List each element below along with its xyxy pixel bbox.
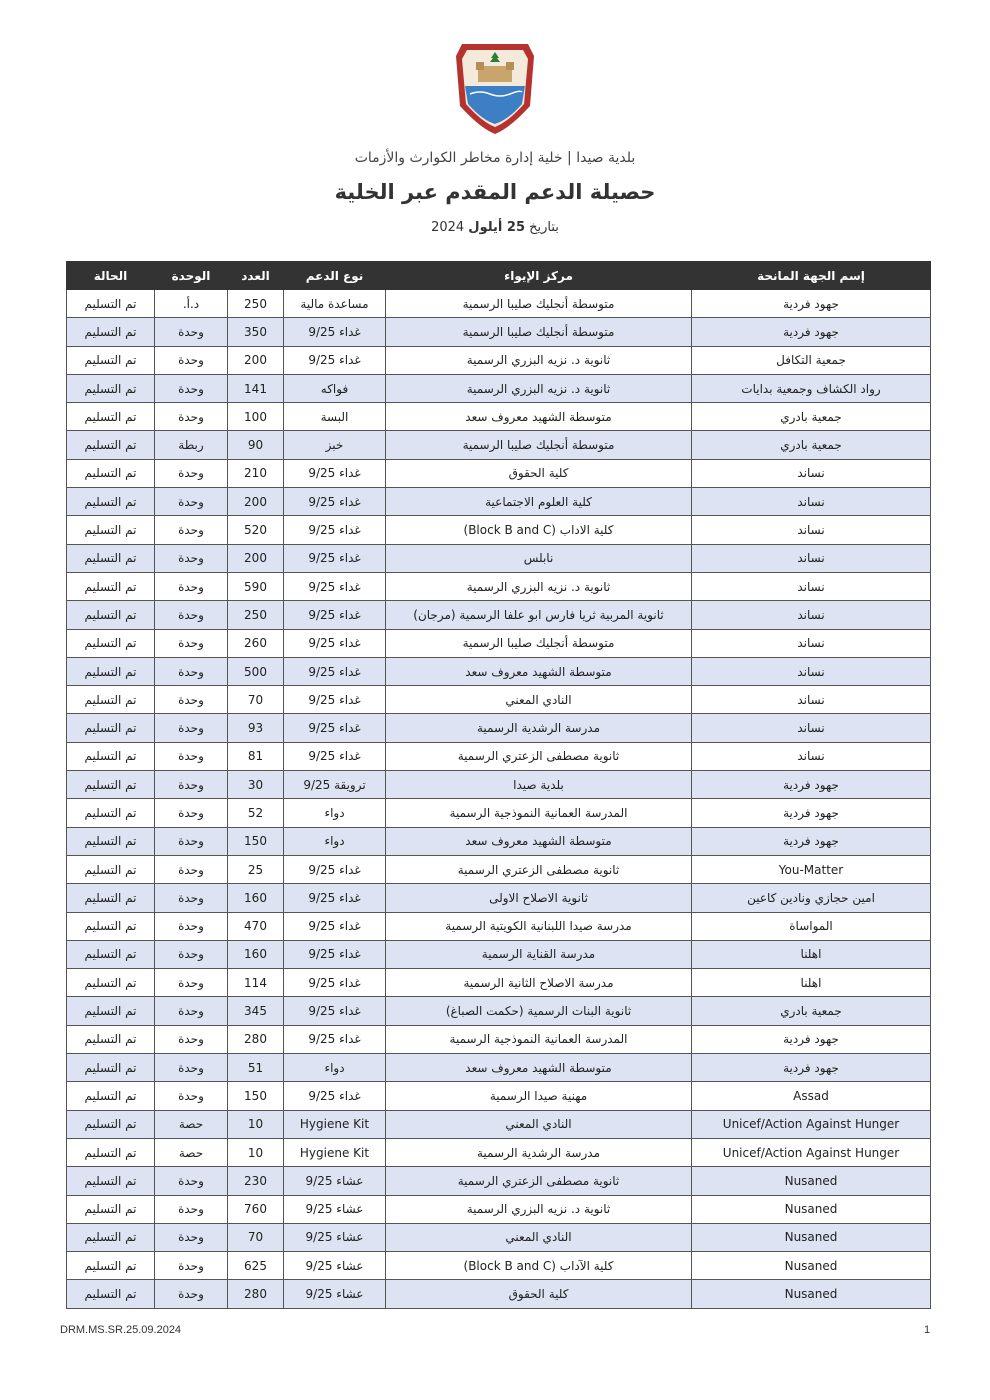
table-row <box>67 657 931 685</box>
cell-quantity: 210 <box>228 459 284 487</box>
table-row <box>67 1082 931 1110</box>
cell-shelter: متوسطة الشهيد معروف سعد <box>386 657 692 685</box>
cell-support-type: عشاء 9/25 <box>284 1195 386 1223</box>
table-row <box>67 884 931 912</box>
cell-shelter: ثانوية البنات الرسمية (حكمت الصباغ) <box>386 997 692 1025</box>
cell-quantity: 520 <box>228 516 284 544</box>
cell-donor: جهود فردية <box>692 290 931 318</box>
cell-unit: وحدة <box>155 544 228 572</box>
table-row <box>67 1110 931 1138</box>
cell-support-type: غداء 9/25 <box>284 884 386 912</box>
cell-unit: وحدة <box>155 488 228 516</box>
cell-support-type: Hygiene Kit <box>284 1110 386 1138</box>
table-row <box>67 1223 931 1251</box>
cell-donor: نساند <box>692 544 931 572</box>
cell-unit: وحدة <box>155 1167 228 1195</box>
cell-donor: نساند <box>692 714 931 742</box>
cell-support-type: البسة <box>284 403 386 431</box>
cell-status: تم التسليم <box>67 488 155 516</box>
page-number: 1 <box>924 1324 931 1336</box>
cell-shelter: مدرسة القناية الرسمية <box>386 940 692 968</box>
cell-support-type: غداء 9/25 <box>284 601 386 629</box>
date-year: 2024 <box>431 220 465 235</box>
cell-donor: جهود فردية <box>692 771 931 799</box>
cell-shelter: كلية العلوم الاجتماعية <box>386 488 692 516</box>
cell-unit: وحدة <box>155 1054 228 1082</box>
table-row <box>67 346 931 374</box>
cell-status: تم التسليم <box>67 997 155 1025</box>
cell-quantity: 150 <box>228 827 284 855</box>
cell-support-type: مساعدة مالية <box>284 290 386 318</box>
cell-status: تم التسليم <box>67 940 155 968</box>
cell-donor: اهلنا <box>692 940 931 968</box>
cell-unit: وحدة <box>155 346 228 374</box>
column-header-status: الحالة <box>67 262 155 290</box>
cell-support-type: غداء 9/25 <box>284 488 386 516</box>
cell-quantity: 10 <box>228 1138 284 1166</box>
cell-unit: وحدة <box>155 969 228 997</box>
column-header-donor: إسم الجهة المانحة <box>692 262 931 290</box>
cell-support-type: غداء 9/25 <box>284 1025 386 1053</box>
table-row <box>67 601 931 629</box>
cell-status: تم التسليم <box>67 1167 155 1195</box>
cell-support-type: غداء 9/25 <box>284 346 386 374</box>
cell-unit: وحدة <box>155 1280 228 1308</box>
cell-shelter: مدرسة الاصلاح الثانية الرسمية <box>386 969 692 997</box>
cell-donor: Nusaned <box>692 1223 931 1251</box>
table-row <box>67 290 931 318</box>
cell-quantity: 81 <box>228 742 284 770</box>
cell-unit: وحدة <box>155 657 228 685</box>
cell-status: تم التسليم <box>67 459 155 487</box>
cell-quantity: 250 <box>228 290 284 318</box>
table-row <box>67 1054 931 1082</box>
table-row <box>67 969 931 997</box>
table-row <box>67 374 931 402</box>
page-title: حصيلة الدعم المقدم عبر الخلية <box>334 180 656 204</box>
cell-shelter: مدرسة صيدا اللبنانية الكويتية الرسمية <box>386 912 692 940</box>
cell-support-type: عشاء 9/25 <box>284 1167 386 1195</box>
cell-donor: المواساة <box>692 912 931 940</box>
cell-unit: حصة <box>155 1138 228 1166</box>
cell-unit: وحدة <box>155 516 228 544</box>
cell-unit: وحدة <box>155 855 228 883</box>
cell-unit: وحدة <box>155 629 228 657</box>
cell-donor: جمعية بادري <box>692 403 931 431</box>
cell-donor: جمعية التكافل <box>692 346 931 374</box>
cell-status: تم التسليم <box>67 1280 155 1308</box>
cell-donor: Unicef/Action Against Hunger <box>692 1110 931 1138</box>
cell-shelter: متوسطة أنجليك صليبا الرسمية <box>386 290 692 318</box>
cell-donor: You-Matter <box>692 855 931 883</box>
cell-status: تم التسليم <box>67 346 155 374</box>
cell-support-type: غداء 9/25 <box>284 714 386 742</box>
cell-status: تم التسليم <box>67 544 155 572</box>
cell-status: تم التسليم <box>67 1110 155 1138</box>
cell-support-type: غداء 9/25 <box>284 997 386 1025</box>
cell-quantity: 150 <box>228 1082 284 1110</box>
cell-support-type: غداء 9/25 <box>284 544 386 572</box>
table-row <box>67 1025 931 1053</box>
cell-support-type: غداء 9/25 <box>284 657 386 685</box>
cell-quantity: 100 <box>228 403 284 431</box>
cell-unit: وحدة <box>155 799 228 827</box>
cell-donor: Nusaned <box>692 1195 931 1223</box>
cell-support-type: غداء 9/25 <box>284 1082 386 1110</box>
cell-quantity: 200 <box>228 544 284 572</box>
cell-quantity: 590 <box>228 572 284 600</box>
cell-support-type: عشاء 9/25 <box>284 1280 386 1308</box>
cell-shelter: كلية الحقوق <box>386 1280 692 1308</box>
cell-shelter: متوسطة أنجليك صليبا الرسمية <box>386 431 692 459</box>
cell-unit: وحدة <box>155 1082 228 1110</box>
cell-unit: ربطة <box>155 431 228 459</box>
cell-donor: نساند <box>692 488 931 516</box>
cell-status: تم التسليم <box>67 431 155 459</box>
table-row <box>67 827 931 855</box>
cell-shelter: المدرسة العمانية النموذجية الرسمية <box>386 799 692 827</box>
cell-unit: وحدة <box>155 572 228 600</box>
cell-status: تم التسليم <box>67 827 155 855</box>
cell-support-type: دواء <box>284 1054 386 1082</box>
cell-donor: نساند <box>692 629 931 657</box>
cell-support-type: غداء 9/25 <box>284 459 386 487</box>
cell-donor: نساند <box>692 686 931 714</box>
cell-status: تم التسليم <box>67 1252 155 1280</box>
cell-status: تم التسليم <box>67 742 155 770</box>
cell-quantity: 114 <box>228 969 284 997</box>
table-row <box>67 997 931 1025</box>
table-row <box>67 629 931 657</box>
cell-support-type: عشاء 9/25 <box>284 1223 386 1251</box>
cell-status: تم التسليم <box>67 1082 155 1110</box>
cell-unit: وحدة <box>155 940 228 968</box>
cell-shelter: ثانوية مصطفى الزعتري الرسمية <box>386 1167 692 1195</box>
cell-donor: نساند <box>692 459 931 487</box>
cell-quantity: 90 <box>228 431 284 459</box>
cell-quantity: 760 <box>228 1195 284 1223</box>
cell-shelter: ثانوية مصطفى الزعتري الرسمية <box>386 855 692 883</box>
cell-support-type: غداء 9/25 <box>284 516 386 544</box>
table-row <box>67 1252 931 1280</box>
cell-unit: وحدة <box>155 1195 228 1223</box>
table-row <box>67 1167 931 1195</box>
cell-support-type: دواء <box>284 827 386 855</box>
cell-donor: رواد الكشاف وجمعية بدايات <box>692 374 931 402</box>
table-header-row <box>67 262 931 290</box>
table-row <box>67 431 931 459</box>
cell-support-type: عشاء 9/25 <box>284 1252 386 1280</box>
cell-support-type: خبز <box>284 431 386 459</box>
cell-unit: وحدة <box>155 742 228 770</box>
date-prefix: بتاريخ <box>529 220 559 235</box>
cell-status: تم التسليم <box>67 318 155 346</box>
municipality-logo <box>450 36 540 136</box>
cell-quantity: 345 <box>228 997 284 1025</box>
cell-shelter: متوسطة الشهيد معروف سعد <box>386 403 692 431</box>
cell-support-type: غداء 9/25 <box>284 969 386 997</box>
cell-quantity: 350 <box>228 318 284 346</box>
cell-unit: وحدة <box>155 771 228 799</box>
document-code: DRM.MS.SR.25.09.2024 <box>60 1324 182 1336</box>
cell-quantity: 70 <box>228 686 284 714</box>
cell-shelter: مدرسة الرشدية الرسمية <box>386 714 692 742</box>
table-row <box>67 1138 931 1166</box>
cell-status: تم التسليم <box>67 771 155 799</box>
cell-status: تم التسليم <box>67 290 155 318</box>
cell-support-type: دواء <box>284 799 386 827</box>
cell-shelter: كلية الآداب (Block B and C) <box>386 1252 692 1280</box>
column-header-quantity: العدد <box>228 262 284 290</box>
cell-status: تم التسليم <box>67 1138 155 1166</box>
cell-donor: جمعية بادري <box>692 997 931 1025</box>
cell-shelter: متوسطة الشهيد معروف سعد <box>386 827 692 855</box>
cell-quantity: 160 <box>228 884 284 912</box>
cell-donor: Assad <box>692 1082 931 1110</box>
page-subtitle: بلدية صيدا | خلية إدارة مخاطر الكوارث والأزمات <box>354 150 636 166</box>
cell-quantity: 93 <box>228 714 284 742</box>
table-row <box>67 318 931 346</box>
cell-shelter: متوسطة أنجليك صليبا الرسمية <box>386 629 692 657</box>
cell-unit: حصة <box>155 1110 228 1138</box>
cell-status: تم التسليم <box>67 1223 155 1251</box>
cell-status: تم التسليم <box>67 657 155 685</box>
column-header-unit: الوحدة <box>155 262 228 290</box>
cell-support-type: غداء 9/25 <box>284 629 386 657</box>
cell-donor: Nusaned <box>692 1252 931 1280</box>
table-row <box>67 1280 931 1308</box>
cell-status: تم التسليم <box>67 912 155 940</box>
cell-shelter: متوسطة أنجليك صليبا الرسمية <box>386 318 692 346</box>
table-row <box>67 544 931 572</box>
cell-status: تم التسليم <box>67 572 155 600</box>
cell-status: تم التسليم <box>67 884 155 912</box>
cell-quantity: 500 <box>228 657 284 685</box>
cell-status: تم التسليم <box>67 516 155 544</box>
cell-donor: امين حجازي ونادين كاعين <box>692 884 931 912</box>
cell-status: تم التسليم <box>67 374 155 402</box>
table-row <box>67 912 931 940</box>
cell-support-type: غداء 9/25 <box>284 912 386 940</box>
cell-shelter: بلدية صيدا <box>386 771 692 799</box>
cell-shelter: ثانوية د. نزيه البزري الرسمية <box>386 572 692 600</box>
cell-unit: وحدة <box>155 997 228 1025</box>
cell-support-type: غداء 9/25 <box>284 940 386 968</box>
table-row <box>67 714 931 742</box>
cell-status: تم التسليم <box>67 1054 155 1082</box>
cell-shelter: ثانوية الاصلاح الاولى <box>386 884 692 912</box>
table-row <box>67 855 931 883</box>
cell-quantity: 280 <box>228 1280 284 1308</box>
cell-quantity: 625 <box>228 1252 284 1280</box>
cell-quantity: 141 <box>228 374 284 402</box>
cell-shelter: المدرسة العمانية النموذجية الرسمية <box>386 1025 692 1053</box>
cell-donor: جهود فردية <box>692 1025 931 1053</box>
cell-quantity: 70 <box>228 1223 284 1251</box>
cell-unit: وحدة <box>155 403 228 431</box>
cell-unit: وحدة <box>155 884 228 912</box>
cell-donor: نساند <box>692 572 931 600</box>
cell-donor: نساند <box>692 516 931 544</box>
cell-quantity: 260 <box>228 629 284 657</box>
cell-status: تم التسليم <box>67 799 155 827</box>
cell-status: تم التسليم <box>67 601 155 629</box>
cell-donor: Nusaned <box>692 1167 931 1195</box>
cell-shelter: ثانوية مصطفى الزعتري الرسمية <box>386 742 692 770</box>
table-row <box>67 742 931 770</box>
cell-quantity: 250 <box>228 601 284 629</box>
cell-quantity: 52 <box>228 799 284 827</box>
cell-unit: وحدة <box>155 601 228 629</box>
cell-shelter: ثانوية المربية ثريا فارس ابو علفا الرسمية (مرجان) <box>386 601 692 629</box>
cell-quantity: 30 <box>228 771 284 799</box>
cell-shelter: النادي المعني <box>386 1110 692 1138</box>
table-row <box>67 516 931 544</box>
cell-shelter: كلية الاداب (Block B and C) <box>386 516 692 544</box>
cell-status: تم التسليم <box>67 1025 155 1053</box>
cell-unit: وحدة <box>155 1252 228 1280</box>
cell-support-type: غداء 9/25 <box>284 742 386 770</box>
cell-shelter: نابلس <box>386 544 692 572</box>
cell-donor: نساند <box>692 742 931 770</box>
table-row <box>67 403 931 431</box>
cell-shelter: ثانوية د. نزيه البزري الرسمية <box>386 374 692 402</box>
cell-shelter: مهنية صيدا الرسمية <box>386 1082 692 1110</box>
cell-unit: وحدة <box>155 827 228 855</box>
table-row <box>67 771 931 799</box>
cell-status: تم التسليم <box>67 686 155 714</box>
cell-unit: وحدة <box>155 459 228 487</box>
cell-quantity: 280 <box>228 1025 284 1053</box>
cell-quantity: 230 <box>228 1167 284 1195</box>
date-day-month: 25 أيلول <box>468 220 525 235</box>
cell-unit: وحدة <box>155 1025 228 1053</box>
cell-donor: جهود فردية <box>692 799 931 827</box>
table-row <box>67 940 931 968</box>
cell-status: تم التسليم <box>67 1195 155 1223</box>
cell-donor: جمعية بادري <box>692 431 931 459</box>
cell-quantity: 10 <box>228 1110 284 1138</box>
cell-status: تم التسليم <box>67 969 155 997</box>
cell-donor: جهود فردية <box>692 1054 931 1082</box>
cell-donor: Nusaned <box>692 1280 931 1308</box>
cell-status: تم التسليم <box>67 855 155 883</box>
column-header-support-type: نوع الدعم <box>284 262 386 290</box>
cell-support-type: فواكه <box>284 374 386 402</box>
table-row <box>67 799 931 827</box>
cell-support-type: غداء 9/25 <box>284 318 386 346</box>
table-row <box>67 459 931 487</box>
cell-unit: وحدة <box>155 318 228 346</box>
cell-quantity: 200 <box>228 346 284 374</box>
cell-quantity: 200 <box>228 488 284 516</box>
cell-support-type: غداء 9/25 <box>284 686 386 714</box>
cell-shelter: النادي المعني <box>386 1223 692 1251</box>
support-table <box>66 261 931 1309</box>
cell-unit: وحدة <box>155 912 228 940</box>
cell-donor: جهود فردية <box>692 827 931 855</box>
cell-quantity: 470 <box>228 912 284 940</box>
cell-shelter: ثانوية د. نزيه البزري الرسمية <box>386 346 692 374</box>
cell-quantity: 160 <box>228 940 284 968</box>
cell-shelter: النادي المعني <box>386 686 692 714</box>
cell-donor: نساند <box>692 657 931 685</box>
cell-support-type: غداء 9/25 <box>284 855 386 883</box>
column-header-shelter: مركز الإيواء <box>386 262 692 290</box>
cell-donor: Unicef/Action Against Hunger <box>692 1138 931 1166</box>
cell-status: تم التسليم <box>67 403 155 431</box>
cell-support-type: Hygiene Kit <box>284 1138 386 1166</box>
cell-support-type: غداء 9/25 <box>284 572 386 600</box>
table-row <box>67 1195 931 1223</box>
cell-unit: د.أ. <box>155 290 228 318</box>
cell-donor: جهود فردية <box>692 318 931 346</box>
cell-unit: وحدة <box>155 714 228 742</box>
cell-shelter: متوسطة الشهيد معروف سعد <box>386 1054 692 1082</box>
table-row <box>67 488 931 516</box>
table-row <box>67 572 931 600</box>
cell-status: تم التسليم <box>67 629 155 657</box>
cell-unit: وحدة <box>155 374 228 402</box>
cell-shelter: كلية الحقوق <box>386 459 692 487</box>
cell-status: تم التسليم <box>67 714 155 742</box>
cell-donor: اهلنا <box>692 969 931 997</box>
cell-shelter: مدرسة الرشدية الرسمية <box>386 1138 692 1166</box>
cell-unit: وحدة <box>155 686 228 714</box>
cell-quantity: 25 <box>228 855 284 883</box>
cell-quantity: 51 <box>228 1054 284 1082</box>
cell-shelter: ثانوية د. نزيه البزري الرسمية <box>386 1195 692 1223</box>
cell-donor: نساند <box>692 601 931 629</box>
table-row <box>67 686 931 714</box>
table-body <box>67 290 931 1309</box>
cell-unit: وحدة <box>155 1223 228 1251</box>
cell-support-type: ترويقة 9/25 <box>284 771 386 799</box>
report-date <box>0 220 990 235</box>
